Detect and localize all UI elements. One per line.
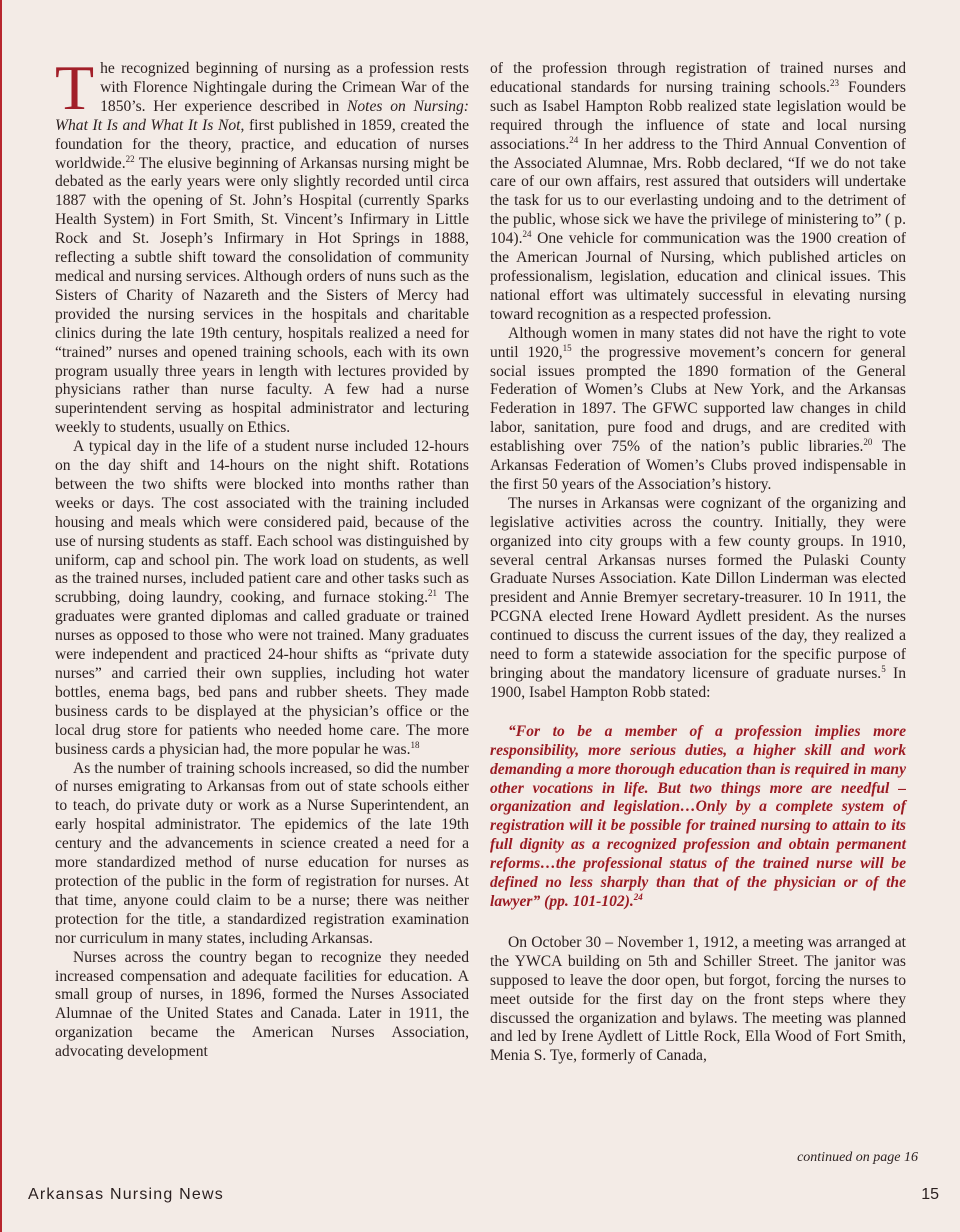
left-column [55,52,469,1062]
citation: 24 [569,134,579,145]
pull-quote: “For to be a member of a profession implies more responsibility, more serious duties, a higher skill and work demanding a more thorough education than is required in many other vocations in life. But two things more are needful – organization and legislation…Only by a complete system of registration will it be possible for trained nursing to attain to its full dignity as a recognized profession and obtain permanent reforms…the professional status of the trained nurse will be defined no less sharply than that of the physician or of the lawyer” (pp. 101-102).$^{24}$ [490,722,906,910]
paragraph-1: The recognized beginning of nursing as a profession rests with Florence Nightingale during the Crimean War of the 1850’s. Her experience described in Notes on Nursing: What It Is and What It Is Not, first published in 1859, created the foundation for the theory, practice, and education of nurses worldwide.$^{22}$ The elusive beginning of Arkansas nursing might be debated as the early years were only slightly recorded until circa 1887 with the opening of St. John’s Hospital (currently Sparks Health System) in Fort Smith, St. Vincent’s Infirmary in Little Rock and St. Joseph’s Infirmary in Hot Springs in 1888, reflecting a subtle shift toward the consolidation of community medical and nursing services. Although orders of nuns such as the Sisters of Charity of Nazareth and the Sisters of Mercy had provided the nursing services in the hospitals and charitable clinics during the late 19th century, hospitals realized a need for “trained” nurses and opened training schools, each with its own program usually three years in length with lectures provided by physicians rather than nurse faculty. A few had a nurse superintendent serving as hospital administrator and lecturing weekly to students, usually on Ethics. [55,52,469,437]
citation: 23 [829,77,839,88]
paragraph-3: As the number of training schools increased, so did the number of nurses emigrating to Arkansas from out of state schools either to teach, do private duty or work as a Nurse Superintendent, an early hospital administrator. The epidemics of the late 19th century and the advancements in science created a need for a more standardized method of nurse education for nurses as protection of the public in the form of registration for nurses. At that time, anyone could claim to be a nurse; there was neither protection for the title, a standardized registration examination nor curriculum in many states, including Arkansas. [55,759,469,947]
citation: 24 [522,229,532,240]
drop-cap: T [55,52,95,123]
page-number: 15 [921,1186,939,1203]
right-column [490,60,906,1066]
citation: 21 [427,588,437,599]
citation: 22 [125,153,135,164]
continued-note: continued on page 16 [797,1150,918,1165]
book-title: Notes on Nursing: What It Is and What It Is Not [55,97,469,134]
citation: 20 [863,437,873,448]
paragraph-5: of the profession through registration of trained nurses and educational standards for nursing training schools.$^{23}$ Founders such as Isabel Hampton Robb realized state legislation would be required through the influence of state and local nursing associations.$^{24}$ In her address to the Third Annual Convention of the Associated Alumnae, Mrs. Robb declared, “If we do not take care of our own affairs, rest assured that outsiders will undertake the task for us to our everlasting undoing and to the detriment of the public, whose sick we have the privilege of ministering to” ( p. 104).$^{24}$ One vehicle for communication was the 1900 creation of the American Journal of Nursing, which published articles on professionalism, legislation, education and clinical issues. This national effort was ultimately successful in elevating nursing toward recognition as a respected profession. [490,60,906,323]
publication-name: Arkansas Nursing News [28,1186,224,1203]
paragraph-8: On October 30 – November 1, 1912, a meeting was arranged at the YWCA building on 5th and Schiller Street. The janitor was supposed to leave the door open, but forgot, forcing the nurses to meet outside for the first day on the front steps where they discussed the organization and bylaws. The meeting was planned and led by Irene Aydlett of Little Rock, Ella Wood of Fort Smith, Menia S. Tye, formerly of Canada, [490,933,906,1065]
paragraph-7: The nurses in Arkansas were cognizant of the organizing and legislative activities across the country. Initially, they were organized into city groups with a few county groups. In 1910, several central Arkansas nurses formed the Pulaski County Graduate Nurses Association. Kate Dillon Linderman was elected president and Annie Bremyer secretary-treasurer. 10 In 1911, the PCGNA elected Irene Howard Aydlett president. As the nurses continued to discuss the current issues of the day, they realized a need to form a statewide association for the specific purpose of bringing about the mandatory licensure of graduate nurses.$^5$ In 1900, Isabel Hampton Robb stated: [490,494,906,701]
paragraph-4: Nurses across the country began to recognize they needed increased compensation and adequate facilities for education. A small group of nurses, in 1896, formed the Nurses Associated Alumnae of the United States and Canada. Later in 1911, the organization became the American Nurses Association, advocating development [55,948,469,1061]
citation: 15 [562,342,572,353]
paragraph-6: Although women in many states did not have the right to vote until 1920,15 the progressive movement’s concern for general social issues prompted the 1890 formation of the General Federation of Women’s Clubs at New York, and the Arkansas Federation in 1897. The GFWC supported law changes in child labor, sanitation, pure food and drugs, and are credited with establishing over 75% of the nation’s public libraries.$^{20}$ The Arkansas Federation of Women’s Clubs proved indispensable in the first 50 years of the Association’s history. [490,324,906,493]
citation: 18 [410,739,420,750]
citation: 5 [881,664,886,674]
page-edge-rule [0,0,2,1232]
citation: 24 [633,891,643,902]
paragraph-2: A typical day in the life of a student nurse included 12-hours on the day shift and 14-hours on the night shift. Rotations between the two shifts were blocked into months rather than weeks or days. The cost associated with the training included housing and meals which were considered paid, because of the use of nursing students as staff. Each school was distinguished by uniform, cap and school pin. The work load on students, as well as the trained nurses, included patient care and other tasks such as scrubbing, doing laundry, cooking, and furnace stoking.$^{21}$ The graduates were granted diplomas and called graduate or trained nurses as opposed to those who were not trained. Many graduates were independent and practiced 24-hour shifts as “private duty nurses” and carried their own supplies, including hot water bottles, enema bags, bed pans and rubber sheets. They made business cards to be displayed at the physician’s office or the local drug store for patients who needed home care. The more business cards a physician had, the more popular he was.$^{18}$ [55,438,469,758]
